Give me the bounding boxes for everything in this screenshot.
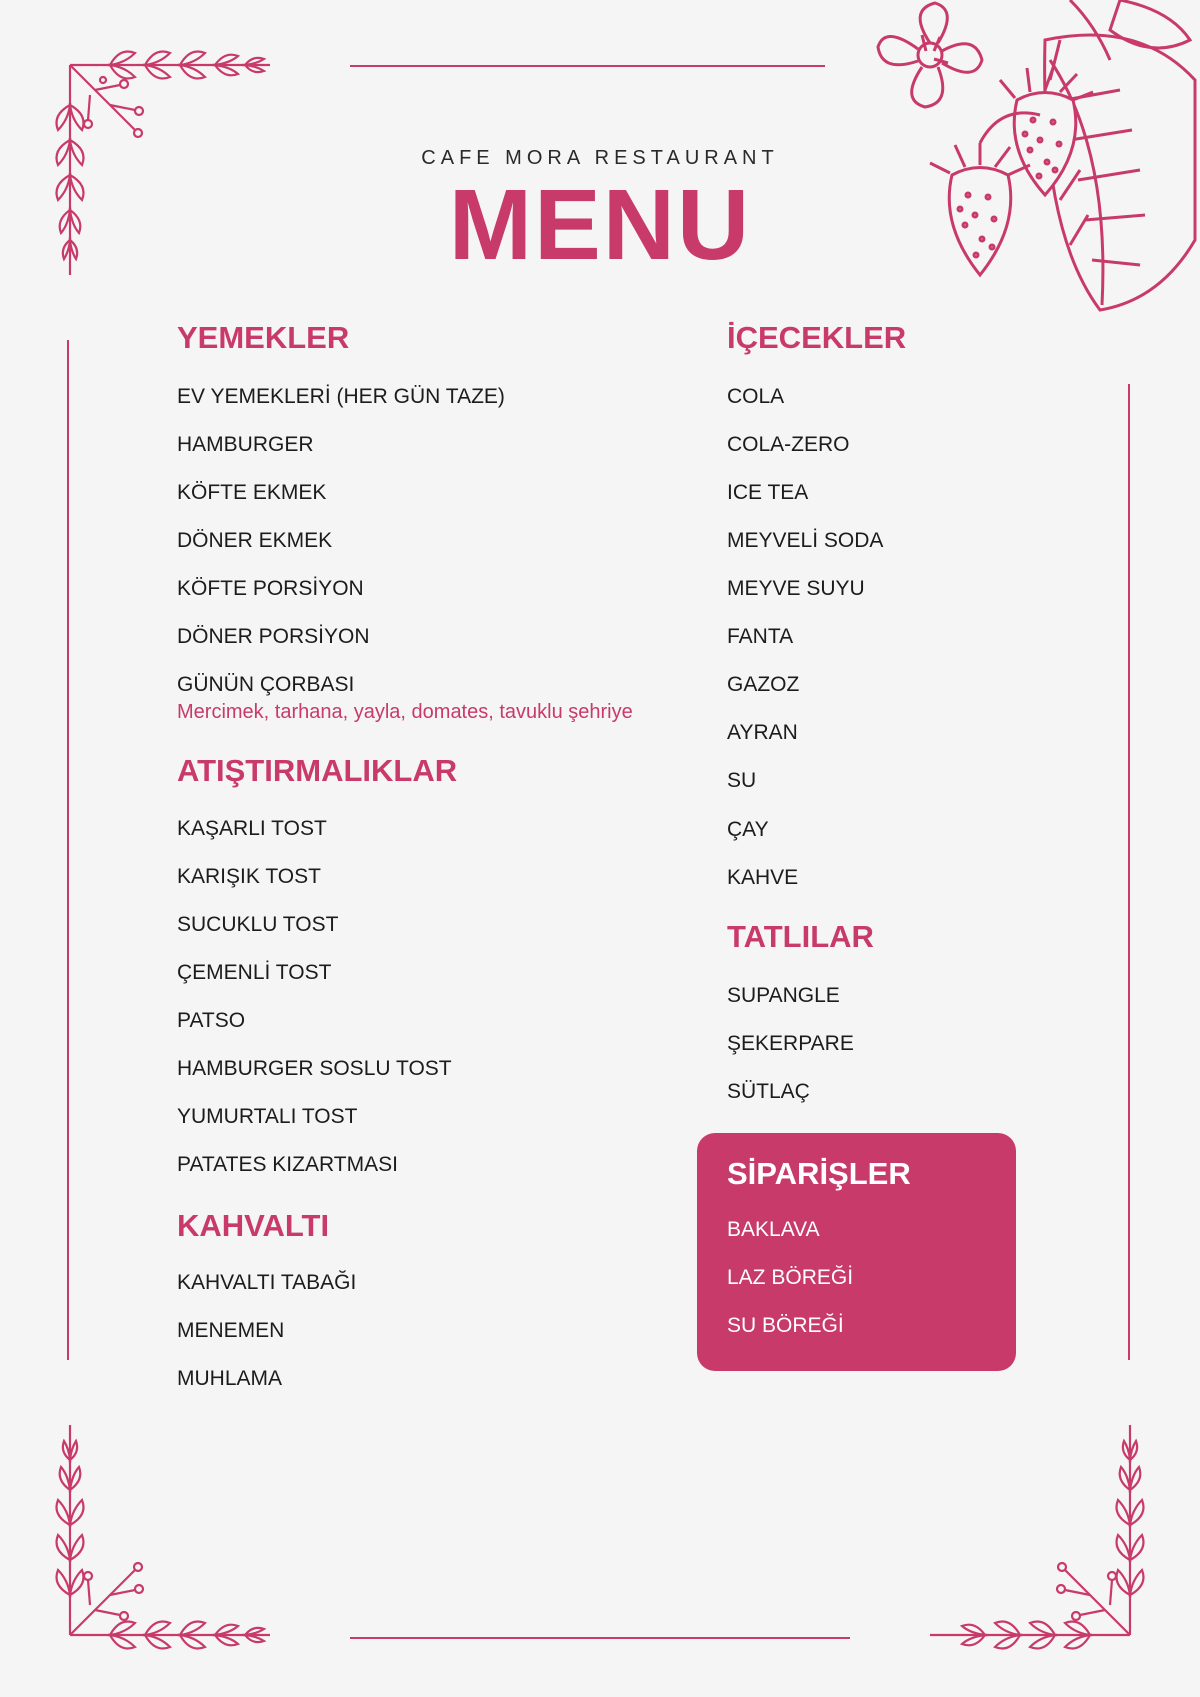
menu-item: ŞEKERPARE xyxy=(727,1032,854,1055)
menu-item: ÇEMENLİ TOST xyxy=(177,961,332,984)
menu-item: KAŞARLI TOST xyxy=(177,817,327,840)
section-title-yemekler: YEMEKLER xyxy=(177,320,350,355)
menu-item: KARIŞIK TOST xyxy=(177,865,321,888)
menu-item: KAHVE xyxy=(727,866,799,889)
right-vertical-line xyxy=(1128,384,1130,1360)
menu-item: EV YEMEKLERİ (HER GÜN TAZE) xyxy=(177,385,505,408)
menu-item: KÖFTE PORSİYON xyxy=(177,577,364,600)
menu-item: PATSO xyxy=(177,1009,246,1032)
menu-item: MUHLAMA xyxy=(177,1367,283,1390)
menu-item: GÜNÜN ÇORBASI xyxy=(177,673,355,696)
menu-item: ÇAY xyxy=(727,818,769,841)
menu-item: COLA xyxy=(727,385,785,408)
section-title-icecekler: İÇECEKLER xyxy=(727,320,907,355)
bottom-divider-line xyxy=(350,1637,850,1639)
menu-item: HAMBURGER SOSLU TOST xyxy=(177,1057,452,1080)
orders-box xyxy=(697,1133,1016,1371)
section-title-kahvalti: KAHVALTI xyxy=(177,1208,330,1243)
section-title-tatlilar: TATLILAR xyxy=(727,919,874,954)
menu-item: LAZ BÖREĞİ xyxy=(727,1266,854,1289)
menu-item: SU BÖREĞİ xyxy=(727,1314,844,1337)
menu-item: DÖNER EKMEK xyxy=(177,529,333,552)
menu-item: GAZOZ xyxy=(727,673,800,696)
menu-item: HAMBURGER xyxy=(177,433,314,456)
menu-title: MENU xyxy=(448,169,752,281)
menu-item: PATATES KIZARTMASI xyxy=(177,1153,398,1176)
menu-item: SUPANGLE xyxy=(727,984,840,1007)
menu-item: KÖFTE EKMEK xyxy=(177,481,327,504)
section-title-atistirmaliklar: ATIŞTIRMALIKLAR xyxy=(177,753,458,788)
laurel-corner-bottom-right-icon xyxy=(910,1415,1160,1665)
laurel-corner-bottom-left-icon xyxy=(40,1415,290,1665)
menu-item: SU xyxy=(727,769,757,792)
section-title-siparisler: SİPARİŞLER xyxy=(727,1156,911,1191)
menu-item: COLA-ZERO xyxy=(727,433,850,456)
menu-item: DÖNER PORSİYON xyxy=(177,625,370,648)
restaurant-name: CAFE MORA RESTAURANT xyxy=(421,147,779,169)
menu-item: KAHVALTI TABAĞI xyxy=(177,1271,357,1294)
menu-item: SÜTLAÇ xyxy=(727,1080,810,1103)
menu-item: MENEMEN xyxy=(177,1319,285,1342)
top-divider-line xyxy=(350,65,825,67)
menu-item: MEYVE SUYU xyxy=(727,577,865,600)
menu-item: MEYVELİ SODA xyxy=(727,529,884,552)
menu-item: AYRAN xyxy=(727,721,798,744)
soup-note: Mercimek, tarhana, yayla, domates, tavuklu şehriye xyxy=(177,701,633,723)
menu-item: SUCUKLU TOST xyxy=(177,913,339,936)
menu-item: FANTA xyxy=(727,625,794,648)
left-vertical-line xyxy=(67,340,69,1360)
menu-item: ICE TEA xyxy=(727,481,809,504)
menu-item: YUMURTALI TOST xyxy=(177,1105,358,1128)
menu-item: BAKLAVA xyxy=(727,1218,820,1241)
